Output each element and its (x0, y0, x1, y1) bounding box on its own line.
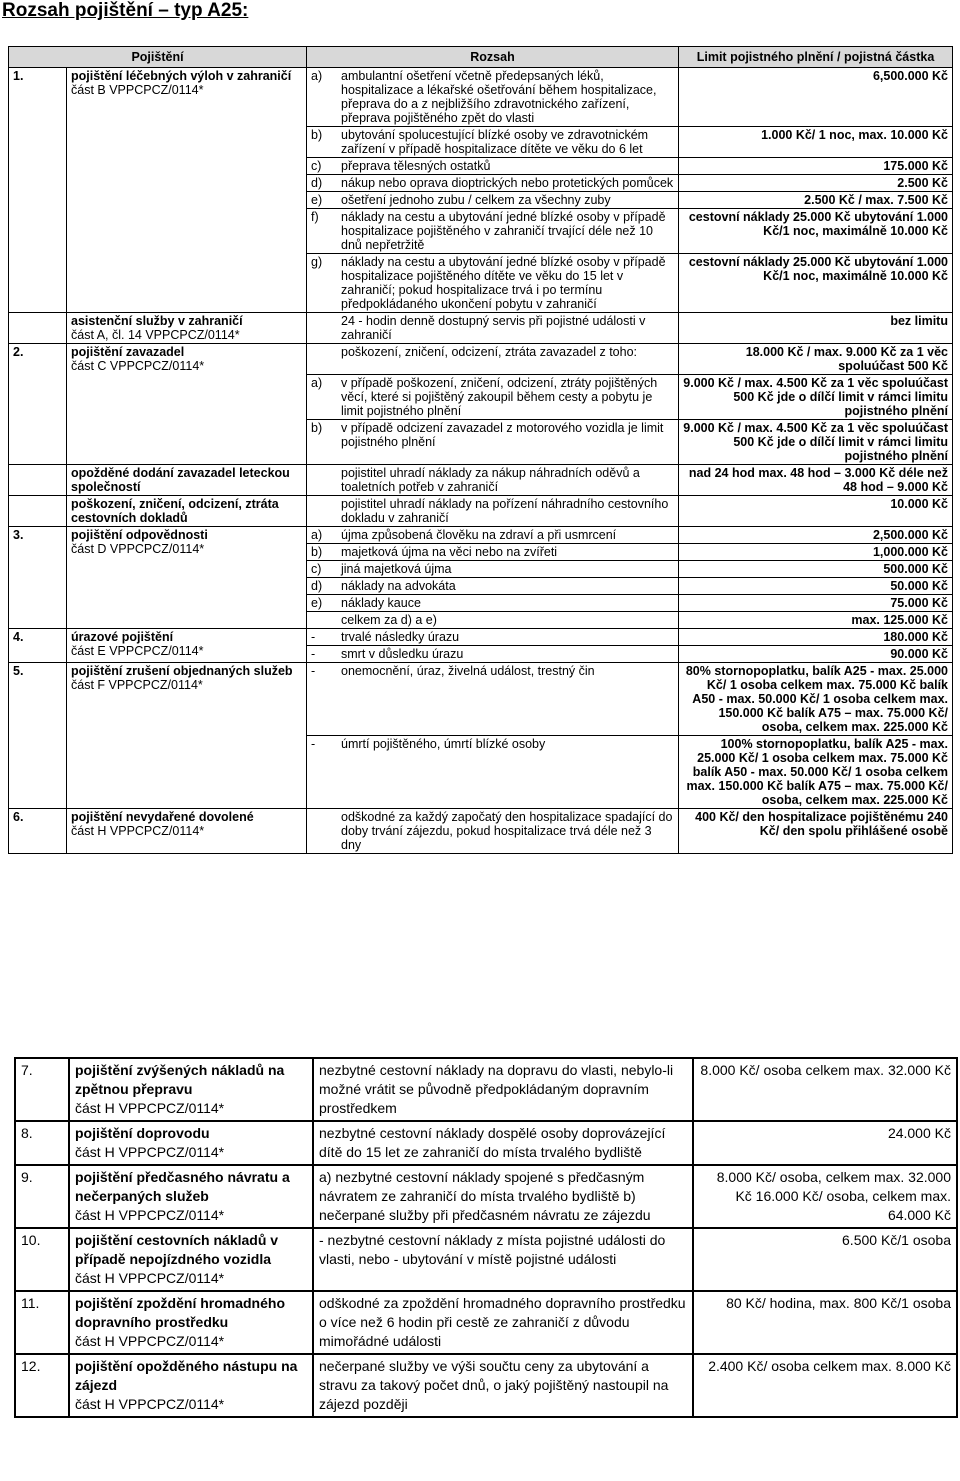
scope-text: celkem za d) a e) (341, 613, 437, 627)
scope-text: onemocnění, úraz, živelná událost, trestný čin (341, 664, 595, 678)
scope-letter: - (311, 664, 316, 678)
insurance-name: asistenční služby v zahraničí (71, 314, 243, 328)
scope-item (311, 647, 674, 661)
limit-value: 80% stornopoplatku, balík A25 - max. 25.000 Kč/ 1 osoba celkem max. 75.000 Kč balík A50 - max. 50.000 Kč/ 1 osoba celkem max. 150.000 Kč balík A75 – max. 75.000 Kč/ osoba, celkem max. 225.000 Kč (679, 663, 953, 736)
table-row (9, 344, 953, 375)
page-title: Rozsah pojištění – typ A25: (2, 0, 249, 21)
scope-cell (307, 68, 679, 127)
limit-value: 1,000.000 Kč (679, 544, 953, 561)
scope-item (311, 421, 674, 449)
scope-letter: d) (311, 579, 323, 593)
scope-letter: c) (311, 562, 322, 576)
scope-letter: b) (311, 128, 323, 142)
scope-text: náklady kauce (341, 596, 421, 610)
table-row (15, 1058, 957, 1121)
insurance-name: pojištění cestovních nákladů v případě nepojízdného vozidla (75, 1232, 279, 1267)
scope-cell (307, 496, 679, 527)
scope-item (311, 128, 674, 156)
scope-letter (311, 613, 341, 627)
row-number: 8. (15, 1121, 69, 1165)
limit-value: 6,500.000 Kč (679, 68, 953, 127)
scope-item (311, 159, 674, 173)
table-row (9, 629, 953, 646)
limit-value: 175.000 Kč (679, 158, 953, 175)
insurance-name: opožděné dodání zavazadel leteckou společností (71, 466, 290, 494)
scope-item (311, 630, 674, 644)
row-number: 10. (15, 1228, 69, 1291)
limit-value: 75.000 Kč (679, 595, 953, 612)
header-insurance: Pojištění (9, 47, 307, 68)
limit-value: 50.000 Kč (679, 578, 953, 595)
scope-text: v případě poškození, zničení, odcizení, ztráty pojištěných věcí, které si pojištěný zakoupil během cesty a pobytu je limit pojistného plnění (341, 376, 658, 418)
scope-item (311, 376, 674, 418)
insurance-reference: část H VPPCPCZ/0114* (75, 1270, 225, 1286)
row-number: 3. (9, 527, 67, 629)
scope-text: náklady na advokáta (341, 579, 456, 593)
scope-item (311, 345, 674, 359)
insurance-name: pojištění zrušení objednaných služeb (71, 664, 293, 678)
insurance-name: poškození, zničení, odcizení, ztráta cestovních dokladů (71, 497, 279, 525)
scope-cell (307, 254, 679, 313)
limit-value: max. 125.000 Kč (679, 612, 953, 629)
limit-value: 400 Kč/ den hospitalizace pojištěnému 240 Kč/ den spolu přihlášené osobě (679, 809, 953, 854)
scope-letter: a) (311, 69, 323, 83)
scope-item (311, 193, 674, 207)
insurance-name-cell (69, 1228, 313, 1291)
limit-value: nad 24 hod max. 48 hod – 3.000 Kč déle než 48 hod – 9.000 Kč (679, 465, 953, 496)
limit-value: 180.000 Kč (679, 629, 953, 646)
row-number: 11. (15, 1291, 69, 1354)
scope-cell (307, 612, 679, 629)
scope-letter: e) (311, 193, 323, 207)
row-number: 7. (15, 1058, 69, 1121)
scope-item (311, 664, 674, 678)
scope-item (311, 810, 674, 852)
scope-cell (307, 127, 679, 158)
scope-text: přeprava tělesných ostatků (341, 159, 491, 173)
row-number (9, 313, 67, 344)
scope-text: nezbytné cestovní náklady dospělé osoby doprovázející dítě do 15 let ze zahraničí do místa trvalého bydliště (313, 1121, 693, 1165)
scope-text: úmrtí pojištěného, úmrtí blízké osoby (341, 737, 546, 751)
insurance-name-cell (69, 1165, 313, 1228)
limit-value: cestovní náklady 25.000 Kč ubytování 1.000 Kč/1 noc, maximálně 10.000 Kč (679, 254, 953, 313)
scope-letter: - (311, 647, 316, 661)
scope-letter: b) (311, 421, 323, 435)
limit-value: 2.500 Kč / max. 7.500 Kč (679, 192, 953, 209)
scope-text: majetková újma na věci nebo na zvířeti (341, 545, 558, 559)
insurance-name-cell (67, 527, 307, 629)
scope-letter: e) (311, 596, 323, 610)
scope-text: pojistitel uhradí náklady na pořízení náhradního cestovního dokladu v zahraničí (341, 497, 669, 525)
insurance-reference: část F VPPCPCZ/0114* (71, 678, 203, 692)
row-number: 9. (15, 1165, 69, 1228)
insurance-name-cell (67, 663, 307, 809)
insurance-name-cell (67, 344, 307, 465)
scope-text: smrt v důsledku úrazu (341, 647, 464, 661)
limit-value: 6.500 Kč/1 osoba (693, 1228, 957, 1291)
insurance-reference: část H VPPCPCZ/0114* (75, 1144, 225, 1160)
table-row (15, 1291, 957, 1354)
scope-letter: - (311, 737, 316, 751)
scope-text: náklady na cestu a ubytování jedné blízké osoby v případě hospitalizace pojištěného dítěte ve věku do 15 let v zahraničí; pokud hospitalizace trvá i po termínu předpokládaného ukončení pobytu v zahraničí (341, 255, 666, 311)
insurance-name: pojištění léčebných výloh v zahraničí (71, 69, 292, 83)
limit-value: 10.000 Kč (679, 496, 953, 527)
table-row (9, 527, 953, 544)
insurance-name-cell (67, 629, 307, 663)
scope-letter (311, 810, 341, 852)
limit-value: cestovní náklady 25.000 Kč ubytování 1.000 Kč/1 noc, maximálně 10.000 Kč (679, 209, 953, 254)
limit-value: 2.400 Kč/ osoba celkem max. 8.000 Kč (693, 1354, 957, 1417)
insurance-reference: část H VPPCPCZ/0114* (75, 1100, 225, 1116)
scope-cell (307, 465, 679, 496)
insurance-name: úrazové pojištění (71, 630, 174, 644)
insurance-reference: část B VPPCPCZ/0114* (71, 83, 204, 97)
scope-item (311, 596, 674, 610)
scope-letter: b) (311, 545, 323, 559)
insurance-name: pojištění opožděného nástupu na zájezd (75, 1358, 298, 1393)
insurance-table-extra (14, 1057, 958, 1418)
insurance-reference: část H VPPCPCZ/0114* (71, 824, 205, 838)
scope-cell (307, 344, 679, 375)
scope-letter: - (311, 630, 316, 644)
insurance-name-cell (67, 496, 307, 527)
scope-text: nezbytné cestovní náklady na dopravu do vlasti, nebylo-li možné vrátit se původně předpokládaným dopravním prostředkem (313, 1058, 693, 1121)
insurance-name: pojištění zavazadel (71, 345, 185, 359)
scope-text: 24 - hodin denně dostupný servis při pojistné události v zahraničí (341, 314, 646, 342)
limit-value: 100% stornopoplatku, balík A25 - max. 25.000 Kč/ 1 osoba celkem max. 75.000 Kč balík A50 - max. 50.000 Kč/ 1 osoba celkem max. 150.000 Kč balík A75 – max. 75.000 Kč/ osoba, celkem max. 225.000 Kč (679, 736, 953, 809)
scope-cell (307, 629, 679, 646)
scope-item (311, 314, 674, 342)
table-row (15, 1121, 957, 1165)
scope-item (311, 497, 674, 525)
insurance-reference: část H VPPCPCZ/0114* (75, 1207, 225, 1223)
scope-item (311, 579, 674, 593)
scope-letter (311, 497, 341, 525)
scope-item (311, 255, 674, 311)
scope-cell (307, 736, 679, 809)
insurance-name-cell (67, 68, 307, 313)
scope-letter: g) (311, 255, 323, 269)
scope-item (311, 176, 674, 190)
scope-letter: d) (311, 176, 323, 190)
row-number: 4. (9, 629, 67, 663)
scope-text: pojistitel uhradí náklady za nákup náhradních oděvů a toaletních potřeb v zahraničí (341, 466, 640, 494)
insurance-reference: část H VPPCPCZ/0114* (75, 1333, 225, 1349)
table-row (15, 1228, 957, 1291)
table-row (9, 68, 953, 127)
scope-text: ambulantní ošetření včetně předepsaných léků, hospitalizace a lékařské ošetřování během hospitalizace, přeprava do a z nejbližšího zdravotnického zařízení, přeprava pojištěného zpět do vlasti (341, 69, 657, 125)
insurance-name-cell (69, 1121, 313, 1165)
scope-cell (307, 561, 679, 578)
scope-text: - nezbytné cestovní náklady z místa pojistné události do vlasti, nebo - ubytování v místě pojistné události (313, 1228, 693, 1291)
scope-item (311, 466, 674, 494)
scope-cell (307, 375, 679, 420)
insurance-reference: část A, čl. 14 VPPCPCZ/0114* (71, 328, 240, 342)
table-row (9, 663, 953, 736)
insurance-reference: část C VPPCPCZ/0114* (71, 359, 205, 373)
insurance-reference: část H VPPCPCZ/0114* (75, 1396, 225, 1412)
scope-text: nákup nebo oprava dioptrických nebo protetických pomůcek (341, 176, 674, 190)
scope-cell (307, 192, 679, 209)
scope-text: ošetření jednoho zubu / celkem za všechny zuby (341, 193, 611, 207)
scope-cell (307, 544, 679, 561)
scope-letter: a) (311, 376, 323, 390)
limit-value: 18.000 Kč / max. 9.000 Kč za 1 věc spoluúčast 500 Kč (679, 344, 953, 375)
scope-text: ubytování spolucestující blízké osoby ve zdravotnickém zařízení v případě hospitalizace dítěte ve věku do 6 let (341, 128, 649, 156)
scope-cell (307, 313, 679, 344)
scope-letter: f) (311, 210, 319, 224)
scope-cell (307, 158, 679, 175)
insurance-name-cell (69, 1291, 313, 1354)
scope-cell (307, 420, 679, 465)
scope-cell (307, 663, 679, 736)
row-number (9, 496, 67, 527)
limit-value: 500.000 Kč (679, 561, 953, 578)
row-number: 6. (9, 809, 67, 854)
insurance-name: pojištění odpovědnosti (71, 528, 208, 542)
scope-letter (311, 314, 341, 342)
scope-cell (307, 578, 679, 595)
limit-value: 1.000 Kč/ 1 noc, max. 10.000 Kč (679, 127, 953, 158)
limit-value: 90.000 Kč (679, 646, 953, 663)
scope-item (311, 528, 674, 542)
insurance-reference: část D VPPCPCZ/0114* (71, 542, 205, 556)
insurance-name-cell (67, 465, 307, 496)
header-limit: Limit pojistného plnění / pojistná částka (679, 47, 953, 68)
scope-letter (311, 466, 341, 494)
scope-text: jiná majetková újma (341, 562, 452, 576)
insurance-name-cell (67, 313, 307, 344)
scope-text: újma způsobená člověku na zdraví a při usmrcení (341, 528, 617, 542)
insurance-table-main (8, 46, 953, 854)
insurance-name-cell (69, 1354, 313, 1417)
table-row (9, 496, 953, 527)
scope-cell (307, 175, 679, 192)
scope-text: náklady na cestu a ubytování jedné blízké osoby v případě hospitalizace pojištěného v zahraničí trvající déle než 10 dnů nepřetržitě (341, 210, 666, 252)
scope-item (311, 613, 674, 627)
limit-value: 80 Kč/ hodina, max. 800 Kč/1 osoba (693, 1291, 957, 1354)
insurance-name: pojištění zpoždění hromadného dopravního prostředku (75, 1295, 285, 1330)
scope-item (311, 545, 674, 559)
scope-cell (307, 595, 679, 612)
scope-cell (307, 209, 679, 254)
limit-value: 8.000 Kč/ osoba, celkem max. 32.000 Kč 16.000 Kč/ osoba, celkem max. 64.000 Kč (693, 1165, 957, 1228)
table-row (9, 313, 953, 344)
scope-letter: c) (311, 159, 322, 173)
insurance-name: pojištění nevydařené dovolené (71, 810, 254, 824)
scope-text: trvalé následky úrazu (341, 630, 460, 644)
insurance-name: pojištění zvýšených nákladů na zpětnou přepravu (75, 1062, 285, 1097)
scope-letter (311, 345, 341, 359)
insurance-name-cell (69, 1058, 313, 1121)
scope-text: odškodné za zpoždění hromadného dopravního prostředku o více než 6 hodin při cestě ze zahraničí z důvodu mimořádné události (313, 1291, 693, 1354)
scope-text: v případě odcizení zavazadel z motorového vozidla je limit pojistného plnění (341, 421, 664, 449)
limit-value: 8.000 Kč/ osoba celkem max. 32.000 Kč (693, 1058, 957, 1121)
scope-text: nečerpané služby ve výši součtu ceny za ubytování a stravu za takový počet dnů, o jaký pojištěný nastoupil na zájezd později (313, 1354, 693, 1417)
limit-value: 24.000 Kč (693, 1121, 957, 1165)
limit-value: bez limitu (679, 313, 953, 344)
scope-item (311, 737, 674, 751)
limit-value: 2,500.000 Kč (679, 527, 953, 544)
row-number (9, 465, 67, 496)
row-number: 2. (9, 344, 67, 465)
table-row (15, 1354, 957, 1417)
scope-item (311, 562, 674, 576)
table-row (9, 465, 953, 496)
insurance-name-cell (67, 809, 307, 854)
table-row (9, 809, 953, 854)
scope-text: poškození, zničení, odcizení, ztráta zavazadel z toho: (341, 345, 638, 359)
scope-text: a) nezbytné cestovní náklady spojené s předčasným návratem ze zahraničí do místa trvalého bydliště b) nečerpané služby při předčasném návratu ze zájezdu (313, 1165, 693, 1228)
limit-value: 9.000 Kč / max. 4.500 Kč za 1 věc spoluúčast 500 Kč jde o dílčí limit v rámci limitu pojistného plnění (679, 420, 953, 465)
scope-item (311, 69, 674, 125)
insurance-reference: část E VPPCPCZ/0114* (71, 644, 204, 658)
insurance-name: pojištění předčasného návratu a nečerpaných služeb (75, 1169, 290, 1204)
scope-cell (307, 646, 679, 663)
limit-value: 2.500 Kč (679, 175, 953, 192)
scope-cell (307, 527, 679, 544)
scope-item (311, 210, 674, 252)
insurance-name: pojištění doprovodu (75, 1125, 210, 1141)
header-scope: Rozsah (307, 47, 679, 68)
limit-value: 9.000 Kč / max. 4.500 Kč za 1 věc spoluúčast 500 Kč jde o dílčí limit v rámci limitu pojistného plnění (679, 375, 953, 420)
row-number: 1. (9, 68, 67, 313)
scope-text: odškodné za každý započatý den hospitalizace spadající do doby trvání zájezdu, pokud hospitalizace trvá déle než 3 dny (341, 810, 673, 852)
table-row (15, 1165, 957, 1228)
row-number: 12. (15, 1354, 69, 1417)
scope-letter: a) (311, 528, 323, 542)
row-number: 5. (9, 663, 67, 809)
scope-cell (307, 809, 679, 854)
